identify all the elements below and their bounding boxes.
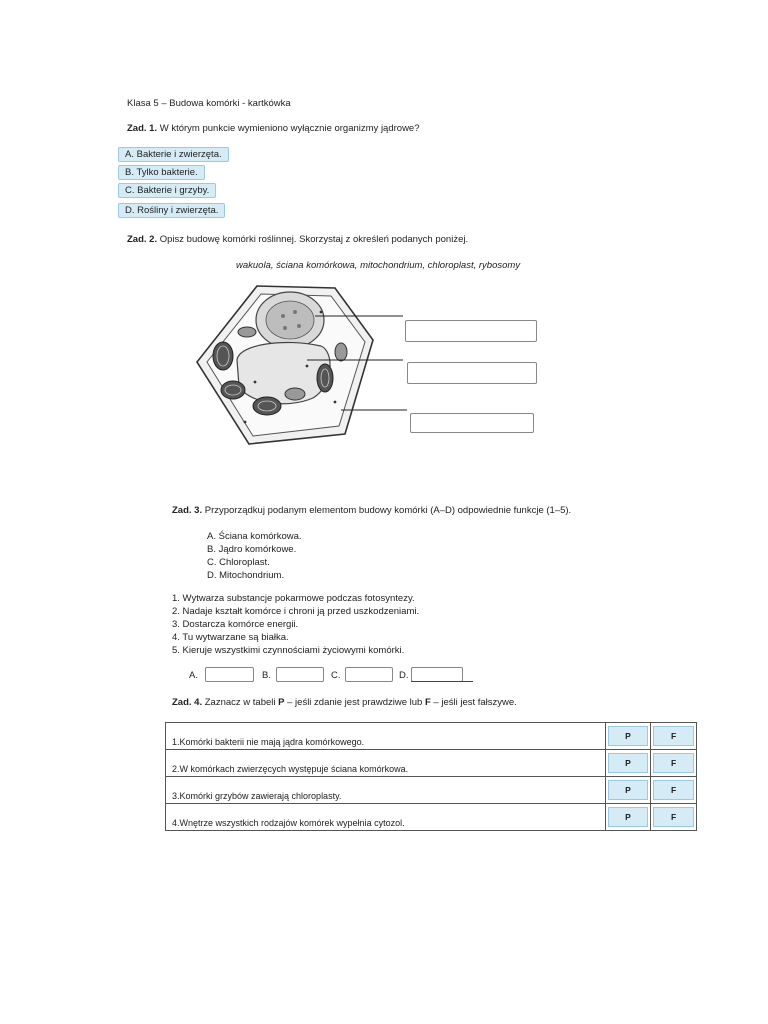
true-button-2[interactable]: P [608, 753, 649, 773]
zad3-function-4: 4. Tu wytwarzane są białka. [172, 632, 289, 643]
zad1-option-c[interactable]: C. Bakterie i grzyby. [118, 183, 216, 198]
mitochondrium [238, 327, 256, 337]
true-button-3[interactable]: P [608, 780, 649, 800]
zad2-question-text: Opisz budowę komórki roślinnej. Skorzystaj z określeń podanych poniżej. [159, 234, 469, 245]
statement-4: 4.Wnętrze wszystkich rodzajów komórek wypełnia cytozol. [166, 804, 606, 831]
diagram-answer-box-2[interactable] [407, 362, 537, 384]
answer-input-d[interactable] [411, 667, 463, 682]
zad4-q-f: F [424, 697, 431, 708]
zad4-q-part1: Zaznacz w tabeli [204, 697, 279, 708]
table-row [166, 723, 697, 750]
false-button-1[interactable]: F [653, 726, 694, 746]
zad3-function-2: 2. Nadaje kształt komórce i chroni ją przed uszkodzeniami. [172, 606, 420, 617]
chloroplast [253, 397, 281, 415]
zad1-option-b[interactable]: B. Tylko bakterie. [118, 165, 205, 180]
zad3-function-5: 5. Kieruje wszystkimi czynnościami życiowymi komórki. [172, 645, 405, 656]
zad2-label: Zad. 2. [127, 234, 158, 245]
zad1-option-a[interactable]: A. Bakterie i zwierzęta. [118, 147, 229, 162]
zad3-label: Zad. 3. [172, 505, 203, 516]
answer-label-a: A. [189, 670, 198, 681]
zad1-option-d[interactable]: D. Rośliny i zwierzęta. [118, 203, 225, 218]
zad4-label: Zad. 4. [172, 697, 203, 708]
zad3-question-text: Przyporządkuj podanym elementom budowy komórki (A–D) odpowiednie funkcje (1–5). [204, 505, 572, 516]
answer-label-d: D. [399, 670, 409, 681]
table-row [166, 777, 697, 804]
zad3-function-3: 3. Dostarcza komórce energii. [172, 619, 299, 630]
zad2-terms: wakuola, ściana komórkowa, mitochondrium, chloroplast, rybosomy [236, 260, 521, 271]
false-button-4[interactable]: F [653, 807, 694, 827]
answer-input-a[interactable] [205, 667, 254, 682]
diagram-answer-box-1[interactable] [405, 320, 537, 342]
true-button-4[interactable]: P [608, 807, 649, 827]
table-row [166, 804, 697, 831]
true-false-table [165, 722, 697, 831]
zad4-q-part2: – jeśli zdanie jest prawdziwe lub [284, 697, 425, 708]
nucleolus [266, 301, 314, 339]
zad3-element-a: A. Ściana komórkowa. [207, 531, 302, 542]
zad3-element-c: C. Chloroplast. [207, 557, 270, 568]
mitochondrium [285, 388, 305, 400]
zad4-q-p: P [278, 697, 285, 708]
zad3-question [172, 505, 571, 517]
answer-label-b: B. [262, 670, 271, 681]
zad4-q-part3: – jeśli jest fałszywe. [430, 697, 517, 708]
answer-input-b[interactable] [276, 667, 324, 682]
vacuole [237, 342, 330, 403]
page-title: Klasa 5 – Budowa komórki - kartkówka [127, 98, 291, 109]
zad1-label: Zad. 1. [127, 123, 158, 134]
false-button-3[interactable]: F [653, 780, 694, 800]
statement-3: 3.Komórki grzybów zawierają chloroplasty. [166, 777, 606, 804]
statement-2: 2.W komórkach zwierzęcych występuje ściana komórkowa. [166, 750, 606, 777]
answer-label-c: C. [331, 670, 341, 681]
answer-underline-d [411, 681, 473, 682]
zad1-question-text: W którym punkcie wymieniono wyłącznie organizmy jądrowe? [159, 123, 420, 134]
zad1-question [127, 123, 420, 135]
zad3-element-b: B. Jądro komórkowe. [207, 544, 297, 555]
table-row [166, 750, 697, 777]
zad4-question [172, 697, 517, 709]
true-button-1[interactable]: P [608, 726, 649, 746]
zad2-question [127, 234, 468, 246]
false-button-2[interactable]: F [653, 753, 694, 773]
answer-input-c[interactable] [345, 667, 393, 682]
mitochondrium [335, 343, 347, 361]
statement-1: 1.Komórki bakterii nie mają jądra komórkowego. [166, 723, 606, 750]
chloroplast [317, 364, 333, 392]
zad3-function-1: 1. Wytwarza substancje pokarmowe podczas fotosyntezy. [172, 593, 415, 604]
zad3-element-d: D. Mitochondrium. [207, 570, 285, 581]
diagram-answer-box-3[interactable] [410, 413, 534, 433]
